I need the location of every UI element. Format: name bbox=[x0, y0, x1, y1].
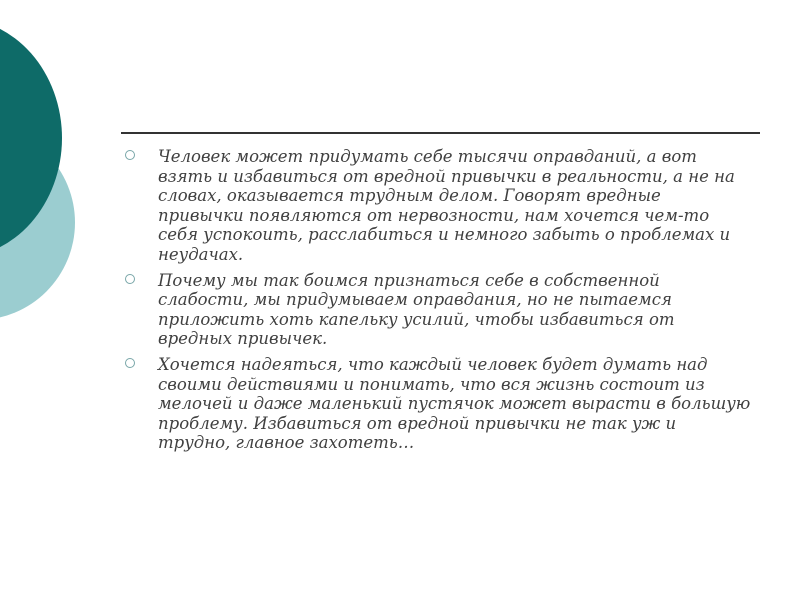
bullet-text: Почему мы так боимся признаться себе в собственной слабости, мы придумываем оправдания, но не пытаемся приложить хоть капельку усилий, чтобы избавиться от вредных привычек. bbox=[158, 270, 675, 349]
circle-bullet-icon bbox=[125, 358, 135, 368]
bullet-list bbox=[121, 147, 751, 459]
list-item bbox=[121, 355, 751, 453]
bullet-text: Человек может придумать себе тысячи оправданий, а вот взять и избавиться от вредной привычки в реальности, а не на словах, оказывается трудным делом. Говорят вредные привычки появляются от нервозности, нам хочется чем-то себя успокоить, расслабиться и немного забыть о проблемах и неудачах. bbox=[158, 147, 735, 264]
list-item bbox=[121, 271, 751, 349]
circle-bullet-icon bbox=[125, 274, 135, 284]
circle-bullet-icon bbox=[125, 150, 135, 160]
title-divider-line bbox=[121, 132, 760, 134]
list-item bbox=[121, 147, 751, 265]
bullet-text: Хочется надеяться, что каждый человек будет думать над своими действиями и понимать, что вся жизнь состоит из мелочей и даже маленький пустячок может вырасти в большую проблему. Избавиться от вредной привычки не так уж и трудно, главное захотеть… bbox=[158, 354, 751, 453]
